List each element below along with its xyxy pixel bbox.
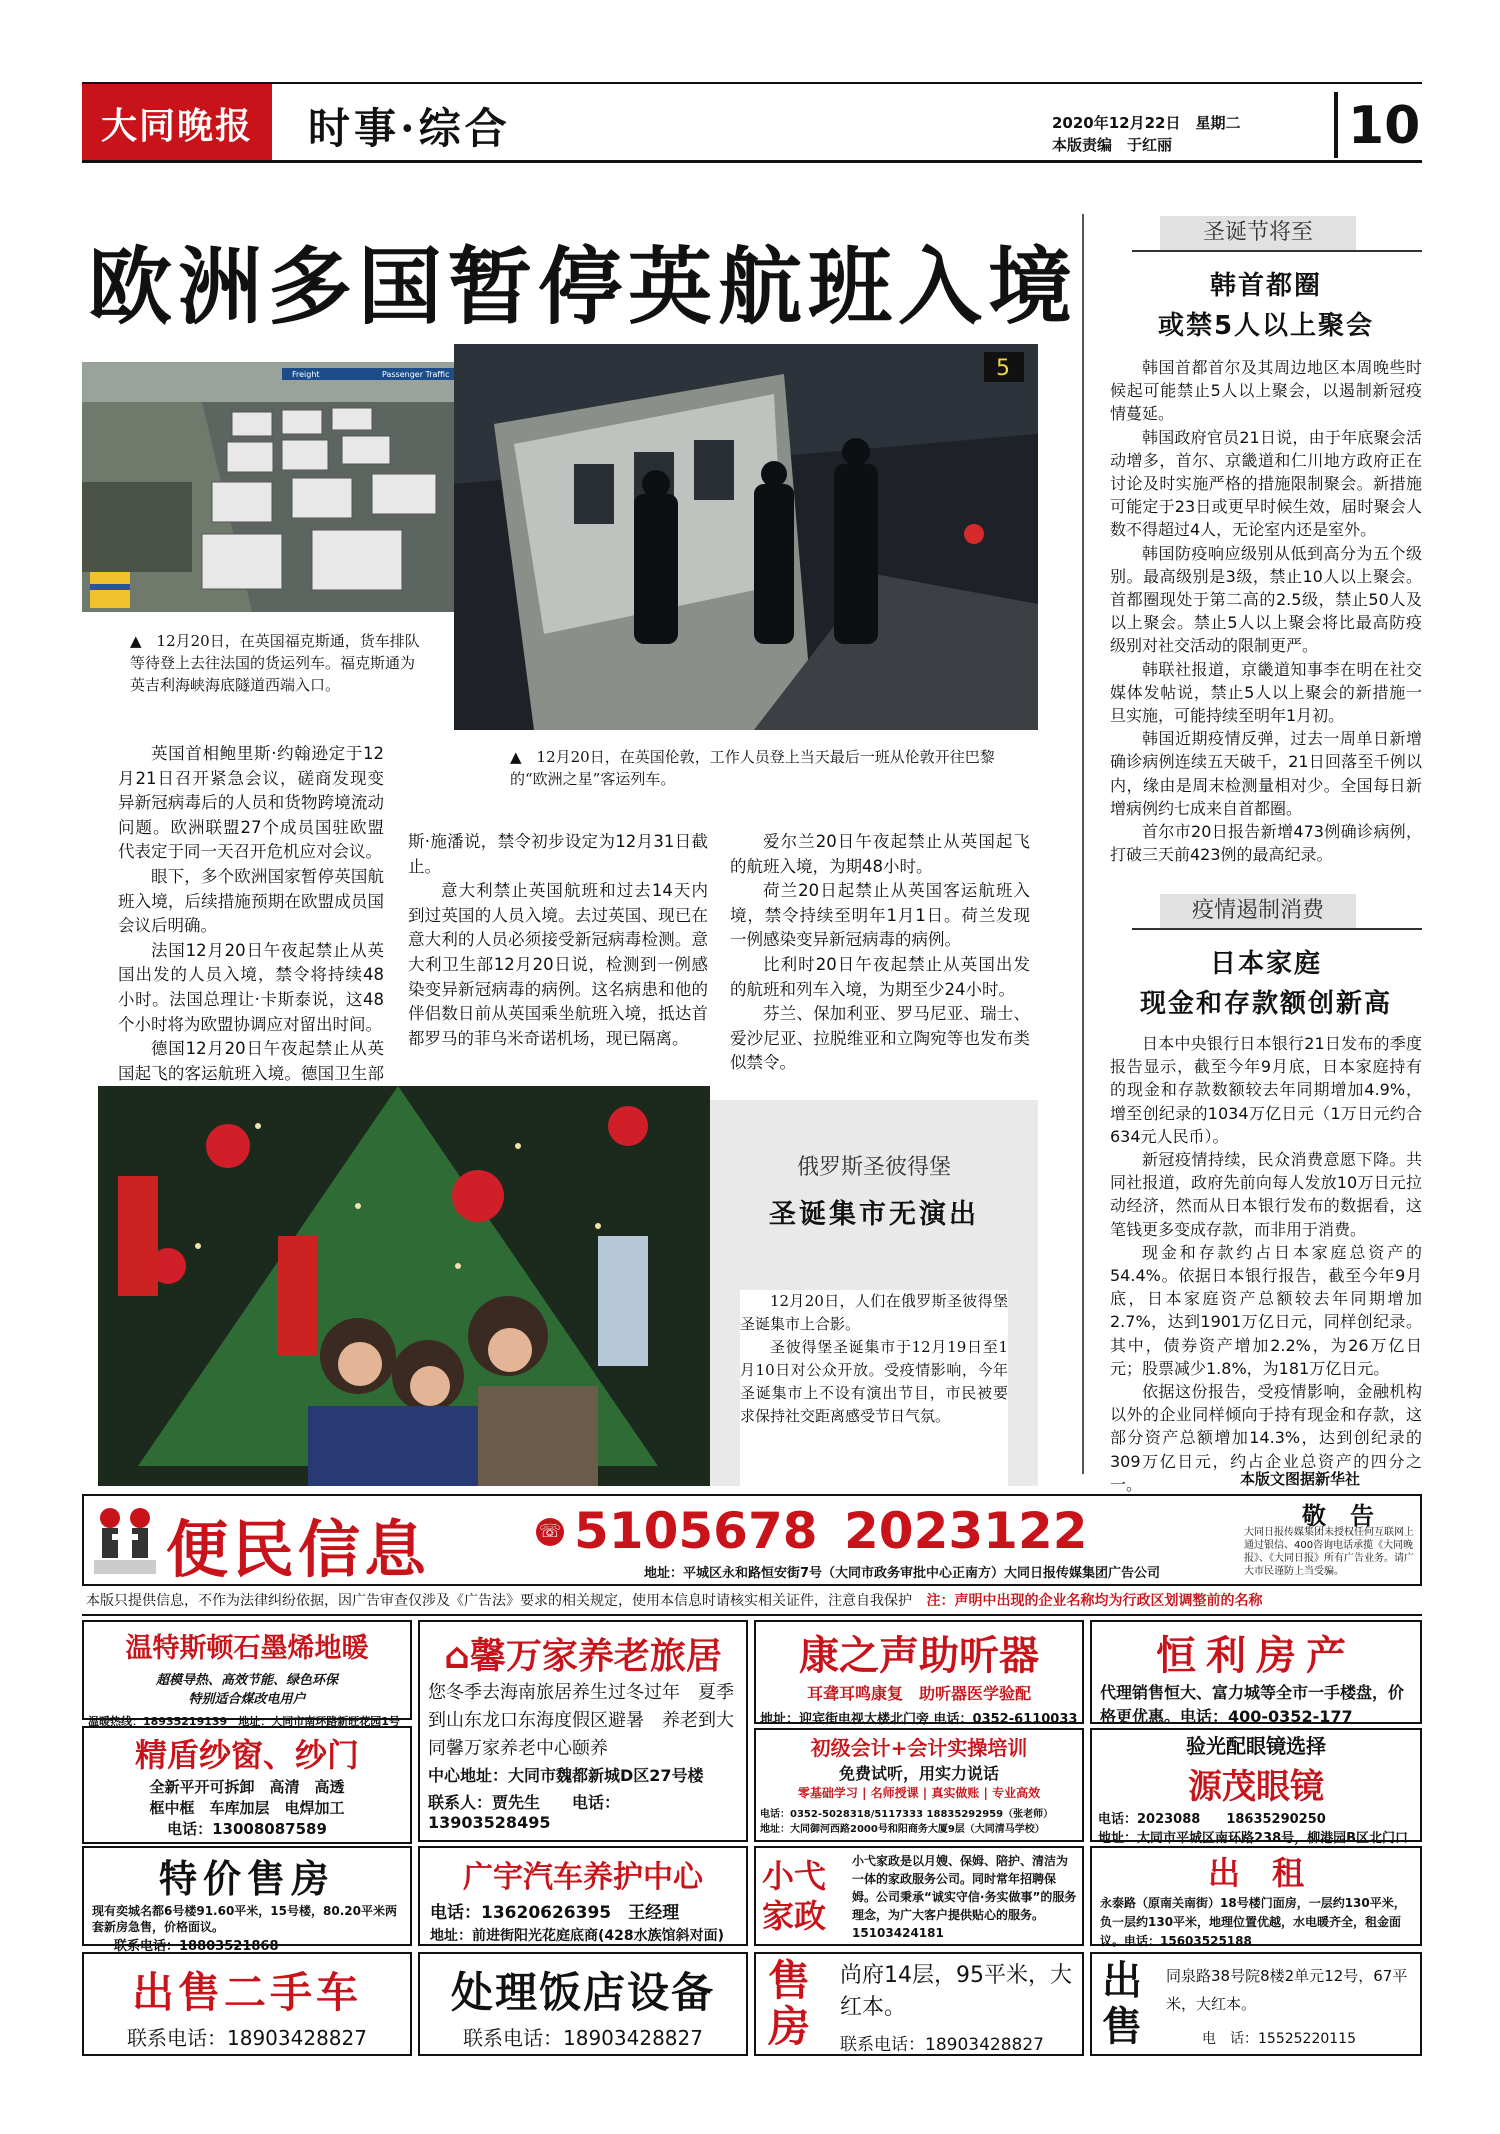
photo2-caption: ▲ 12月20日，在英国伦敦，工作人员登上当天最后一班从伦敦开往巴黎的“欧洲之星”客运列车。 xyxy=(510,748,995,788)
section-name: 时事·综合 xyxy=(308,104,511,153)
paragraph: 眼下，多个欧洲国家暂停英国航班入境，后续措施预期在欧盟成员国会议后明确。 xyxy=(118,866,384,936)
ad-elderly-care xyxy=(418,1620,748,1842)
paragraph: 新冠疫情持续，民众消费意愿下降。共同社报道，政府先前向每人发放10万日元拉动经济，然而从日本银行发布的数据看，这笔钱更多变成存款，而非用于消费。 xyxy=(1110,1150,1422,1239)
ad-hengli-realty xyxy=(1090,1620,1422,1724)
ad-line: 温暖热线：18935219139 地址：大同市南环路新旺花园1号 xyxy=(88,1715,400,1728)
ad-accounting-training xyxy=(754,1728,1084,1842)
paragraph: 荷兰20日起禁止从英国客运航班入境，禁令持续至明年1月1日。荷兰发现一例感染变异新冠病毒的病例。 xyxy=(730,881,1030,950)
paragraph: 圣彼得堡圣诞集市于12月19日至1月10日对公众开放。受疫情影响，今年圣诞集市上不设有演出节目，市民被要求保持社交距离感受节日气氛。 xyxy=(740,1338,1008,1425)
page-number: 10 xyxy=(1348,96,1421,156)
ad-title: 出售二手车 xyxy=(131,1968,362,2017)
ad-xiaoyi-housekeeping xyxy=(754,1846,1084,1946)
banner-title: 便民信息 xyxy=(166,1513,431,1586)
sign-passenger: Passenger Traffic xyxy=(382,370,450,379)
right-headline2 xyxy=(1110,944,1422,1024)
ads-banner xyxy=(82,1494,1422,1586)
train-illustration xyxy=(454,344,1038,730)
ad-title-line: 家政 xyxy=(762,1897,827,1935)
ad-title: 康之声助听器 xyxy=(799,1633,1039,1679)
paragraph: 德国12月20日午夜起禁止从英国起飞的客运航班入境。德国卫生部 xyxy=(118,1039,384,1083)
right-column-divider xyxy=(1082,214,1084,1474)
paragraph: 英国首相鲍里斯·约翰逊定于12月21日召开紧急会议，磋商发现变异新冠病毒后的人员和货物跨境流动问题。欧洲联盟27个成员国驻欧盟代表定于同一天召开危机应对会议。 xyxy=(118,744,384,862)
ad-body: 代理销售恒大、富力城等全市一手楼盘，价格更优惠。电话：400-0352-177 xyxy=(1100,1683,1405,1726)
trucks-illustration xyxy=(82,362,470,612)
ad-title-line: 小弋 xyxy=(762,1857,827,1895)
headline-line: 日本家庭 xyxy=(1209,949,1322,979)
headline-line: 或禁5人以上聚会 xyxy=(1157,311,1375,341)
ad-title-line: 售 xyxy=(768,1956,811,2005)
ad-title-line: 出 xyxy=(1102,1958,1142,2004)
banner-phone-1: 5105678 xyxy=(574,1502,818,1560)
ad-title-text: 馨万家养老旅居 xyxy=(469,1636,722,1677)
paragraph: 现金和存款约占日本家庭总资产的54.4%。依据日本银行报告，截至今年9月底，日本家庭资产总额较去年同期增加2.7%，达到1901万亿日元，同样创纪录。其中，债券资产增加2.2%，为26万亿日元；股票减少1.8%，为181万亿日元。 xyxy=(1110,1242,1422,1378)
ad-title: 恒利房产 xyxy=(1156,1633,1356,1679)
christmas-illustration xyxy=(98,1086,710,1486)
paragraph: 12月20日，人们在俄罗斯圣彼得堡圣诞集市上合影。 xyxy=(740,1292,1008,1333)
house-icon: ⌂ xyxy=(444,1636,470,1677)
ads-disclaimer xyxy=(82,1588,1422,1616)
ad-line: 全新平开可拆卸 高清 高透 xyxy=(149,1778,345,1796)
paragraph: 意大利禁止英国航班和过去14天内到过英国的人员入境。去过英国、现已在意大利的人员必须接受新冠病毒检测。意大利卫生部12月20日说，检测到一例感染变异新冠病毒的病例。这名病患和他的伴侣数日前从英国乘坐航班入境，抵达首都罗马的菲乌米奇诺机场，现已隔离。 xyxy=(408,881,708,1048)
ad-address: 地址：大同市平城区南环路238号，柳港园B区北门口 xyxy=(1098,1831,1409,1846)
paragraph: 韩联社报道，京畿道知事李在明在社交媒体发帖说，禁止5人以上聚会的新措施一旦实施，可能持续至明年1月初。 xyxy=(1110,659,1422,726)
photo-credit: 本版文图据新华社 xyxy=(1240,1470,1361,1488)
ad-address: 地址：大同御河西路2000号和阳商务大厦9层（大同清马学校） xyxy=(760,1824,1045,1835)
ad-apartment-sale xyxy=(1090,1952,1422,2056)
photo-trucks-queue xyxy=(82,362,470,612)
headline-line: 韩首都圈 xyxy=(1209,271,1322,301)
ad-address: 地址：前进街阳光花庭底商(428水族馆斜对面) xyxy=(430,1928,725,1944)
ad-tel: 联系电话：18903428827 xyxy=(840,2035,1044,2055)
ad-body: 您冬季去海南旅居养生过冬过年 夏季到山东龙口东海度假区避暑 养老到大同馨万家养老中心颐养 xyxy=(428,1682,734,1759)
ad-title: 源茂眼镜 xyxy=(1188,1767,1324,1807)
ad-title: 特价售房 xyxy=(158,1857,335,1901)
banner-address: 地址：平城区永和路恒安街7号（大同市政务审批中心正南方）大同日报传媒集团广告公司 xyxy=(644,1566,1161,1581)
right-headline1 xyxy=(1110,266,1422,346)
ad-address: 地址：迎宾街电视大楼北门旁 电话：0352-6110033 xyxy=(760,1712,1078,1727)
paragraph: 法国12月20日午夜起禁止从英国出发的人员入境，禁令将持续48小时。法国总理让·卡斯泰说，这48个小时将为欧盟协调应对留出时间。 xyxy=(118,940,384,1034)
ad-title xyxy=(762,1856,826,1936)
ad-address: 中心地址：大同市魏都新城D区27号楼 xyxy=(428,1766,704,1785)
ad-used-car xyxy=(82,1952,412,2056)
ad-line: 电话：13008087589 xyxy=(167,1820,327,1838)
ad-title-line: 售 xyxy=(1102,2004,1142,2050)
ad-body: 同泉路38号院8楼2单元12号，67平米，大红本。 xyxy=(1166,1967,1408,2013)
ad-title: 初级会计+会计实操培训 xyxy=(810,1736,1028,1760)
ad-tel: 联系电话：18903428827 xyxy=(127,2026,367,2050)
ad-title: 精盾纱窗、纱门 xyxy=(134,1736,359,1774)
photo-christmas-market xyxy=(98,1086,710,1486)
ad-title: 处理饭店设备 xyxy=(450,1968,715,2017)
ad-tel: 电话：0352-5028318/5117333 18835292959（张老师） xyxy=(760,1809,1054,1820)
main-headline: 欧洲多国暂停英航班入境 xyxy=(88,238,1079,336)
banner-phone-2: 2023122 xyxy=(844,1502,1088,1560)
right-kicker2-rule xyxy=(1132,928,1422,930)
russia-body xyxy=(740,1290,1008,1486)
ad-tel: 联系电话：18803521868 xyxy=(114,1939,279,1954)
photo-eurostar-platform xyxy=(454,344,1038,730)
disclaimer-note: 注：声明中出现的企业名称均为行政区划调整前的名称 xyxy=(926,1593,1263,1609)
paragraph: 依据这份报告，受疫情影响，金融机构以外的企业同样倾向于持有现金和存款，这部分资产总额增加14.3%，达到创纪录的309万亿日元，约占企业总资产的四分之一。 xyxy=(1110,1382,1422,1494)
paragraph: 首尔市20日报告新增473例确诊病例，打破三天前423例的最高纪录。 xyxy=(1110,822,1422,865)
ad-kicker: 验光配眼镜选择 xyxy=(1186,1734,1326,1758)
logo-text: 大同晚报 xyxy=(100,105,253,147)
ad-body: 永泰路（原南关南街）18号楼门面房，一层约130平米，负一层约130平米，地理位置优越，水电暖齐全，租金面议。电话：15603525188 xyxy=(1100,1896,1406,1948)
header-top-rule xyxy=(82,82,1422,84)
right-kicker1: 圣诞节将至 xyxy=(1160,216,1356,250)
paragraph: 比利时20日午夜起禁止从英国出发的航班和列车入境，为期至少24小时。 xyxy=(730,954,1030,999)
notice-title: 敬 告 xyxy=(1302,1502,1374,1530)
russia-headline: 圣诞集市无演出 xyxy=(769,1199,979,1230)
right-article2 xyxy=(1110,1032,1422,1496)
platform-number: 5 xyxy=(996,356,1010,381)
notice-body: 大同日报传媒集团未授权任何互联网上通过银信、400咨询电话承揽《大同晚报》、《大同日报》所有广告业务。请广大市民谨防上当受骗。 xyxy=(1244,1527,1414,1577)
ad-line: 框中框 车库加层 电焊加工 xyxy=(149,1799,345,1817)
ad-title: 广宇汽车养护中心 xyxy=(463,1860,703,1895)
ad-special-house-sale xyxy=(82,1846,412,1954)
disclaimer-text: 本版只提供信息，不作为法律纠纷依据，因广告审查仅涉及《广告法》要求的相关规定，使用本信息时请核实相关证件，注意自我保护 xyxy=(86,1593,912,1609)
article-column-1 xyxy=(118,742,384,1111)
ad-house-sale xyxy=(754,1952,1084,2056)
right-kicker1-rule xyxy=(1132,250,1422,252)
headline-line: 现金和存款额创新高 xyxy=(1139,989,1392,1019)
issue-date: 2020年12月22日 星期二 xyxy=(1052,114,1241,132)
paragraph: 韩国防疫响应级别从低到高分为五个级别。最高级别是3级，禁止10人以上聚会。首都圈现处于第二高的2.5级，禁止50人及以上聚会。禁止5人以上聚会将比最高防疫级别对社交活动的限制更严。 xyxy=(1110,543,1422,656)
ad-body: 尚府14层，95平米，大红本。 xyxy=(840,1963,1072,2020)
ad-contact: 联系人：贾先生 电话：13903528495 xyxy=(428,1793,621,1832)
sign-freight: Freight xyxy=(292,370,320,379)
article-column-3 xyxy=(730,830,1030,1076)
ad-window-screens xyxy=(82,1726,412,1844)
phone-icon: ☏ xyxy=(536,1518,564,1546)
ad-title xyxy=(420,1628,746,1679)
ad-guangyu-auto xyxy=(418,1846,748,1946)
ad-subtitle: 免费试听，用实力说话 xyxy=(838,1764,999,1783)
ad-title-line: 房 xyxy=(768,2002,811,2051)
right-kicker2: 疫情遏制消费 xyxy=(1160,894,1356,928)
ad-tel: 电 话：15525220115 xyxy=(1202,2031,1356,2047)
mascot-icon xyxy=(90,1504,160,1578)
ad-title xyxy=(1102,1958,1142,2050)
ad-subtitle: 耳聋耳鸣康复 助听器医学验配 xyxy=(806,1684,1031,1703)
ad-line: 特别适合煤改电用户 xyxy=(188,1692,306,1707)
paragraph: 韩国近期疫情反弹，过去一周单日新增确诊病例连续五天破千，21日回落至千例以内，缘由是周末检测量相对少。全国每日新增病例约七成来自首都圈。 xyxy=(1110,729,1422,818)
ad-tags: 零基础学习 | 名师授课 | 真实做账 | 专业高效 xyxy=(797,1786,1041,1800)
ad-title: 出 租 xyxy=(1207,1854,1304,1892)
ad-line: 超模导热、高效节能、绿色环保 xyxy=(155,1673,338,1688)
paragraph: 斯·施潘说，禁令初步设定为12月31日截止。 xyxy=(408,832,708,876)
page-number-divider xyxy=(1334,92,1338,158)
paragraph: 爱尔兰20日午夜起禁止从英国起飞的航班入境，为期48小时。 xyxy=(730,832,1030,876)
page-editor: 本版责编 于红丽 xyxy=(1052,136,1173,154)
ad-for-rent xyxy=(1090,1846,1422,1946)
ad-tel: 联系电话：18903428827 xyxy=(463,2026,703,2050)
ad-hearing-aid xyxy=(754,1620,1084,1727)
ad-yuanmao-glasses xyxy=(1090,1728,1422,1846)
ad-title: 温特斯顿石墨烯地暖 xyxy=(125,1633,369,1664)
ad-graphene-heating xyxy=(82,1620,412,1728)
masthead-logo xyxy=(82,84,272,162)
paragraph: 韩国首都首尔及其周边地区本周晚些时候起可能禁止5人以上聚会，以遏制新冠疫情蔓延。 xyxy=(1110,358,1422,424)
ad-body: 现有奕城名都6号楼91.60平米，15号楼，80.20平米两套新房急售，价格面议。 xyxy=(92,1904,397,1934)
russia-kicker: 俄罗斯圣彼得堡 xyxy=(796,1155,951,1180)
ad-tel: 电话：13620626395 王经理 xyxy=(430,1903,680,1923)
right-article1 xyxy=(1110,356,1422,866)
ad-restaurant-equipment xyxy=(418,1952,748,2056)
paragraph: 韩国政府官员21日说，由于年底聚会活动增多，首尔、京畿道和仁川地方政府正在讨论及时实施严格的措施限制聚会。新措施可能定于23日或更早时候生效，届时聚会人数不得超过4人，无论室内还是室外。 xyxy=(1110,427,1422,540)
ad-body: 小弋家政是以月嫂、保姆、陪护、清洁为一体的家政服务公司。同时常年招聘保姆。公司秉承“诚实守信·务实做事”的服务理念，为广大客户提供贴心的服务。15103424181 xyxy=(852,1854,1077,1940)
paragraph: 日本中央银行日本银行21日发布的季度报告显示，截至今年9月底，日本家庭持有的现金和存款数额较去年同期增加4.9%，增至创纪录的1034万亿日元（1万日元约合634元人民币）。 xyxy=(1110,1034,1422,1146)
photo1-caption: ▲ 12月20日，在英国福克斯通，货车排队等待登上去往法国的货运列车。福克斯通为英吉利海峡海底隧道西端入口。 xyxy=(130,632,420,694)
ad-tel: 电话：2023088 18635290250 xyxy=(1098,1812,1326,1827)
article-column-2 xyxy=(408,830,708,1051)
ad-title xyxy=(768,1958,810,2050)
paragraph: 芬兰、保加利亚、罗马尼亚、瑞士、爱沙尼亚、拉脱维亚和立陶宛等也发布类似禁令。 xyxy=(730,1004,1030,1073)
header-bottom-rule xyxy=(82,160,1422,163)
